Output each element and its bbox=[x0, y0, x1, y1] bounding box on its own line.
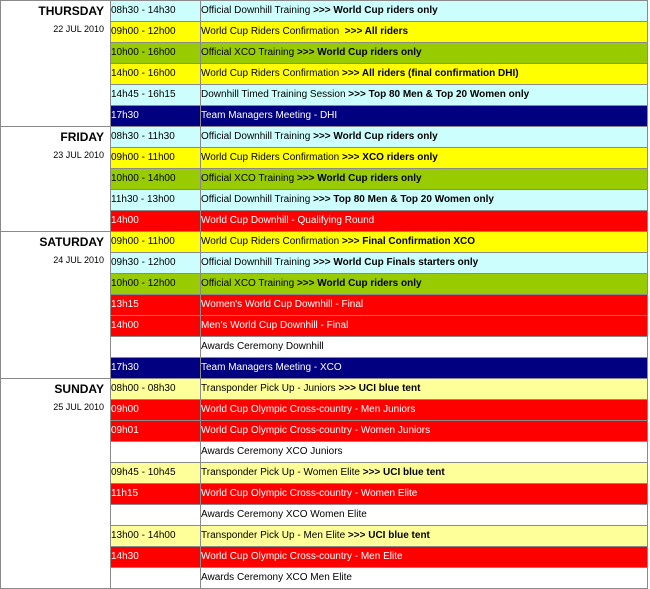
schedule-row bbox=[1, 232, 648, 253]
event-text: Official XCO Training bbox=[201, 173, 295, 184]
event-time: 13h00 - 14h00 bbox=[111, 526, 201, 547]
event-text: World Cup Riders Confirmation bbox=[201, 26, 340, 37]
event-time: 14h00 bbox=[111, 211, 201, 232]
event-description bbox=[201, 1, 648, 22]
event-description bbox=[201, 169, 648, 190]
event-time: 14h00 - 16h00 bbox=[111, 64, 201, 85]
event-audience: >>> XCO riders only bbox=[339, 152, 438, 163]
day-cell bbox=[1, 1, 111, 127]
event-description bbox=[201, 547, 648, 568]
event-time: 17h30 bbox=[111, 106, 201, 127]
event-time: 09h45 - 10h45 bbox=[111, 463, 201, 484]
event-audience: >>> World Cup riders only bbox=[294, 278, 422, 289]
event-audience: >>> All riders (final confirmation DHI) bbox=[339, 68, 519, 79]
event-time: 10h00 - 12h00 bbox=[111, 274, 201, 295]
schedule-row bbox=[1, 127, 648, 148]
event-time: 09h00 - 12h00 bbox=[111, 22, 201, 43]
day-name: SUNDAY bbox=[54, 382, 104, 396]
schedule-row bbox=[1, 1, 648, 22]
event-description bbox=[201, 211, 648, 232]
event-time: 10h00 - 14h00 bbox=[111, 169, 201, 190]
event-time bbox=[111, 505, 201, 526]
event-description bbox=[201, 505, 648, 526]
event-time: 11h15 bbox=[111, 484, 201, 505]
event-audience: >>> World Cup riders only bbox=[310, 5, 438, 16]
event-description bbox=[201, 190, 648, 211]
event-description bbox=[201, 358, 648, 379]
event-text: Team Managers Meeting - XCO bbox=[201, 362, 342, 373]
event-description bbox=[201, 379, 648, 400]
event-description bbox=[201, 64, 648, 85]
event-text: Transponder Pick Up - Men Elite bbox=[201, 530, 346, 541]
event-text: World Cup Downhill - Qualifying Round bbox=[201, 215, 375, 226]
event-description bbox=[201, 526, 648, 547]
event-text: Official XCO Training bbox=[201, 47, 295, 58]
event-audience: >>> Final Confirmation XCO bbox=[339, 236, 476, 247]
event-text: Awards Ceremony XCO Juniors bbox=[201, 446, 343, 457]
event-audience: >>> Top 80 Men & Top 20 Women only bbox=[345, 89, 530, 100]
schedule-row bbox=[1, 379, 648, 400]
event-description bbox=[201, 421, 648, 442]
event-time: 17h30 bbox=[111, 358, 201, 379]
day-date: 23 JUL 2010 bbox=[53, 150, 104, 160]
event-time: 10h00 - 16h00 bbox=[111, 43, 201, 64]
event-time: 14h45 - 16h15 bbox=[111, 85, 201, 106]
event-description bbox=[201, 85, 648, 106]
event-text: Official XCO Training bbox=[201, 278, 295, 289]
event-text: Awards Ceremony XCO Men Elite bbox=[201, 572, 352, 583]
event-description bbox=[201, 463, 648, 484]
day-name: THURSDAY bbox=[38, 4, 104, 18]
day-cell bbox=[1, 232, 111, 379]
event-text: Awards Ceremony Downhill bbox=[201, 341, 324, 352]
event-text: World Cup Olympic Cross-country - Men Elite bbox=[201, 551, 403, 562]
event-description bbox=[201, 43, 648, 64]
event-description bbox=[201, 127, 648, 148]
event-text: Official Downhill Training bbox=[201, 194, 311, 205]
event-description bbox=[201, 484, 648, 505]
event-time: 14h00 bbox=[111, 316, 201, 337]
event-time: 11h30 - 13h00 bbox=[111, 190, 201, 211]
event-audience: >>> UCI blue tent bbox=[335, 383, 421, 394]
event-audience: >>> UCI blue tent bbox=[345, 530, 430, 541]
event-time: 09h00 - 11h00 bbox=[111, 148, 201, 169]
schedule-body bbox=[1, 1, 648, 589]
day-cell bbox=[1, 379, 111, 589]
event-description bbox=[201, 274, 648, 295]
event-text: Downhill Timed Training Session bbox=[201, 89, 346, 100]
event-description bbox=[201, 568, 648, 589]
event-text: World Cup Riders Confirmation bbox=[201, 68, 340, 79]
event-text: Official Downhill Training bbox=[201, 5, 311, 16]
event-audience: >>> World Cup Finals starters only bbox=[310, 257, 479, 268]
event-text: Men's World Cup Downhill - Final bbox=[201, 320, 349, 331]
event-description bbox=[201, 232, 648, 253]
day-name: SATURDAY bbox=[39, 235, 104, 249]
event-time bbox=[111, 337, 201, 358]
day-date: 22 JUL 2010 bbox=[53, 24, 104, 34]
event-description bbox=[201, 148, 648, 169]
event-text: World Cup Riders Confirmation bbox=[201, 152, 340, 163]
day-name: FRIDAY bbox=[60, 130, 104, 144]
event-time: 09h30 - 12h00 bbox=[111, 253, 201, 274]
day-cell bbox=[1, 127, 111, 232]
event-audience: >>> All riders bbox=[339, 26, 409, 37]
event-audience: >>> Top 80 Men & Top 20 Women only bbox=[310, 194, 494, 205]
event-description bbox=[201, 106, 648, 127]
event-time: 09h00 bbox=[111, 400, 201, 421]
event-time: 09h01 bbox=[111, 421, 201, 442]
event-text: World Cup Olympic Cross-country - Women Juniors bbox=[201, 425, 431, 436]
event-description bbox=[201, 295, 648, 316]
event-description bbox=[201, 337, 648, 358]
event-text: Transponder Pick Up - Juniors bbox=[201, 383, 336, 394]
event-audience: >>> World Cup riders only bbox=[310, 131, 438, 142]
event-description bbox=[201, 400, 648, 421]
event-text: Women's World Cup Downhill - Final bbox=[201, 299, 364, 310]
event-time: 08h30 - 14h30 bbox=[111, 1, 201, 22]
event-text: World Cup Riders Confirmation bbox=[201, 236, 340, 247]
event-time bbox=[111, 442, 201, 463]
event-text: World Cup Olympic Cross-country - Women Elite bbox=[201, 488, 418, 499]
event-text: Awards Ceremony XCO Women Elite bbox=[201, 509, 367, 520]
day-date: 24 JUL 2010 bbox=[53, 255, 104, 265]
event-description bbox=[201, 316, 648, 337]
event-time: 08h30 - 11h30 bbox=[111, 127, 201, 148]
event-audience: >>> World Cup riders only bbox=[294, 173, 422, 184]
event-audience: >>> World Cup riders only bbox=[294, 47, 422, 58]
event-text: World Cup Olympic Cross-country - Men Juniors bbox=[201, 404, 416, 415]
event-time: 14h30 bbox=[111, 547, 201, 568]
event-audience: >>> UCI blue tent bbox=[359, 467, 445, 478]
event-time: 09h00 - 11h00 bbox=[111, 232, 201, 253]
event-description bbox=[201, 442, 648, 463]
event-description bbox=[201, 22, 648, 43]
event-time: 08h00 - 08h30 bbox=[111, 379, 201, 400]
event-time bbox=[111, 568, 201, 589]
event-text: Transponder Pick Up - Women Elite bbox=[201, 467, 360, 478]
day-date: 25 JUL 2010 bbox=[53, 402, 104, 412]
event-text: Official Downhill Training bbox=[201, 257, 311, 268]
event-text: Official Downhill Training bbox=[201, 131, 311, 142]
event-description bbox=[201, 253, 648, 274]
event-time: 13h15 bbox=[111, 295, 201, 316]
event-text: Team Managers Meeting - DHI bbox=[201, 110, 338, 121]
